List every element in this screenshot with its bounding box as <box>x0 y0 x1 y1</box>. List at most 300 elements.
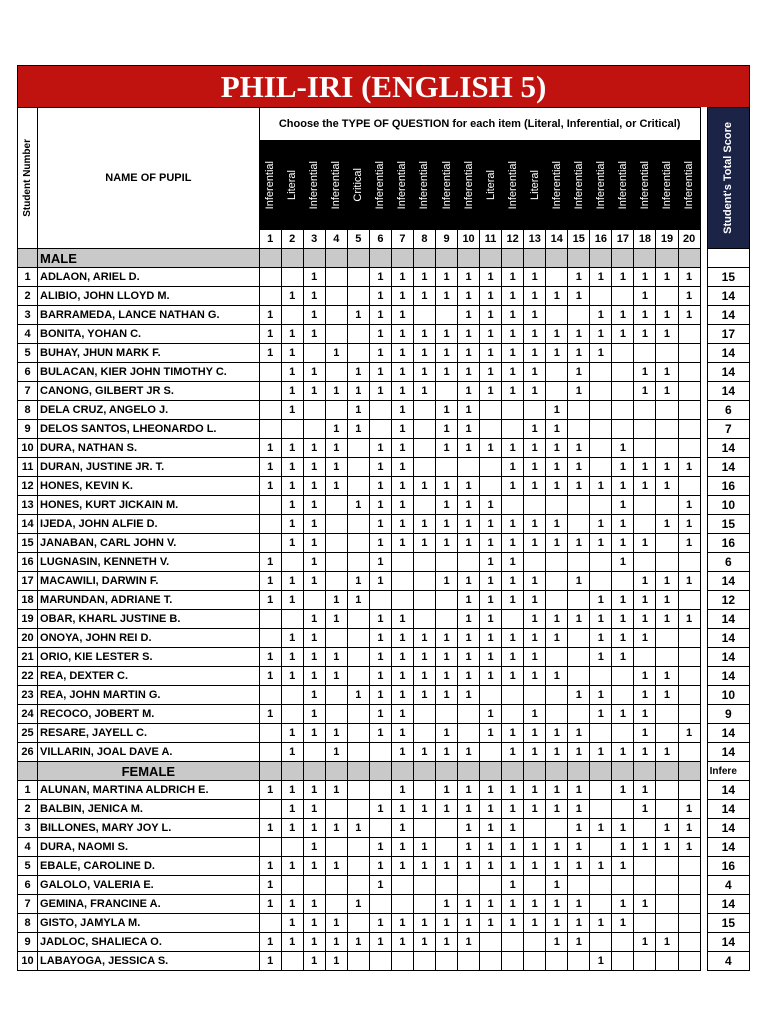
item-score-cell[interactable] <box>436 553 458 572</box>
item-score-cell[interactable] <box>391 895 413 914</box>
item-score-cell[interactable]: 1 <box>524 591 546 610</box>
item-score-cell[interactable]: 1 <box>259 667 281 686</box>
item-score-cell[interactable]: 1 <box>259 895 281 914</box>
item-score-cell[interactable]: 1 <box>546 458 568 477</box>
item-score-cell[interactable] <box>369 743 391 762</box>
item-score-cell[interactable]: 1 <box>347 895 369 914</box>
item-score-cell[interactable]: 1 <box>458 401 480 420</box>
item-score-cell[interactable]: 1 <box>502 591 524 610</box>
item-score-cell[interactable]: 1 <box>347 819 369 838</box>
item-score-cell[interactable]: 1 <box>369 705 391 724</box>
item-score-cell[interactable] <box>391 591 413 610</box>
item-score-cell[interactable] <box>634 515 656 534</box>
item-score-cell[interactable]: 1 <box>524 857 546 876</box>
item-score-cell[interactable] <box>568 401 590 420</box>
item-score-cell[interactable]: 1 <box>480 325 502 344</box>
item-score-cell[interactable]: 1 <box>303 933 325 952</box>
item-score-cell[interactable] <box>524 933 546 952</box>
item-score-cell[interactable]: 1 <box>590 515 612 534</box>
item-score-cell[interactable] <box>369 401 391 420</box>
item-score-cell[interactable]: 1 <box>480 496 502 515</box>
item-score-cell[interactable]: 1 <box>325 952 347 971</box>
item-score-cell[interactable]: 1 <box>369 515 391 534</box>
question-type-cell[interactable] <box>458 141 480 230</box>
item-score-cell[interactable]: 1 <box>281 629 303 648</box>
item-score-cell[interactable]: 1 <box>524 724 546 743</box>
item-score-cell[interactable]: 1 <box>391 268 413 287</box>
item-score-cell[interactable] <box>502 420 524 439</box>
item-score-cell[interactable]: 1 <box>546 838 568 857</box>
item-score-cell[interactable]: 1 <box>281 781 303 800</box>
question-type-cell[interactable] <box>524 141 546 230</box>
item-score-cell[interactable] <box>347 439 369 458</box>
item-score-cell[interactable]: 1 <box>546 800 568 819</box>
item-score-cell[interactable]: 1 <box>678 572 700 591</box>
item-score-cell[interactable]: 1 <box>524 838 546 857</box>
item-score-cell[interactable]: 1 <box>612 629 634 648</box>
item-score-cell[interactable] <box>568 515 590 534</box>
item-score-cell[interactable] <box>480 743 502 762</box>
item-score-cell[interactable]: 1 <box>436 344 458 363</box>
item-score-cell[interactable]: 1 <box>590 705 612 724</box>
item-score-cell[interactable] <box>612 382 634 401</box>
item-score-cell[interactable]: 1 <box>568 439 590 458</box>
item-score-cell[interactable] <box>546 952 568 971</box>
item-score-cell[interactable]: 1 <box>678 838 700 857</box>
item-score-cell[interactable]: 1 <box>413 268 435 287</box>
item-score-cell[interactable] <box>590 933 612 952</box>
item-score-cell[interactable] <box>678 477 700 496</box>
item-score-cell[interactable]: 1 <box>436 572 458 591</box>
item-score-cell[interactable] <box>524 401 546 420</box>
item-score-cell[interactable] <box>325 705 347 724</box>
question-type-cell[interactable] <box>303 141 325 230</box>
item-score-cell[interactable]: 1 <box>524 781 546 800</box>
item-score-cell[interactable]: 1 <box>590 306 612 325</box>
item-score-cell[interactable]: 1 <box>413 914 435 933</box>
question-type-cell[interactable] <box>391 141 413 230</box>
item-score-cell[interactable]: 1 <box>303 306 325 325</box>
item-score-cell[interactable] <box>369 781 391 800</box>
item-score-cell[interactable] <box>325 401 347 420</box>
item-score-cell[interactable] <box>436 952 458 971</box>
item-score-cell[interactable] <box>612 933 634 952</box>
item-score-cell[interactable]: 1 <box>303 724 325 743</box>
item-score-cell[interactable] <box>259 686 281 705</box>
item-score-cell[interactable] <box>590 401 612 420</box>
item-score-cell[interactable] <box>259 268 281 287</box>
item-score-cell[interactable] <box>656 724 678 743</box>
item-score-cell[interactable]: 1 <box>325 724 347 743</box>
item-score-cell[interactable]: 1 <box>634 743 656 762</box>
item-score-cell[interactable]: 1 <box>303 838 325 857</box>
item-score-cell[interactable] <box>413 401 435 420</box>
item-score-cell[interactable] <box>281 952 303 971</box>
item-score-cell[interactable] <box>347 648 369 667</box>
item-score-cell[interactable]: 1 <box>391 420 413 439</box>
item-score-cell[interactable] <box>656 420 678 439</box>
item-score-cell[interactable]: 1 <box>590 325 612 344</box>
item-score-cell[interactable]: 1 <box>480 591 502 610</box>
item-score-cell[interactable] <box>590 439 612 458</box>
item-score-cell[interactable]: 1 <box>656 325 678 344</box>
item-score-cell[interactable]: 1 <box>612 781 634 800</box>
item-score-cell[interactable]: 1 <box>480 648 502 667</box>
item-score-cell[interactable]: 1 <box>524 439 546 458</box>
item-score-cell[interactable] <box>568 591 590 610</box>
item-score-cell[interactable]: 1 <box>634 572 656 591</box>
item-score-cell[interactable] <box>303 591 325 610</box>
item-score-cell[interactable]: 1 <box>678 800 700 819</box>
item-score-cell[interactable] <box>413 458 435 477</box>
item-score-cell[interactable]: 1 <box>281 667 303 686</box>
item-score-cell[interactable] <box>656 629 678 648</box>
item-score-cell[interactable]: 1 <box>480 705 502 724</box>
item-score-cell[interactable] <box>634 819 656 838</box>
item-score-cell[interactable]: 1 <box>347 572 369 591</box>
item-score-cell[interactable]: 1 <box>480 800 502 819</box>
item-score-cell[interactable]: 1 <box>369 553 391 572</box>
item-score-cell[interactable]: 1 <box>656 477 678 496</box>
item-score-cell[interactable]: 1 <box>281 496 303 515</box>
item-score-cell[interactable]: 1 <box>413 344 435 363</box>
item-score-cell[interactable] <box>325 287 347 306</box>
item-score-cell[interactable]: 1 <box>391 363 413 382</box>
item-score-cell[interactable] <box>568 496 590 515</box>
item-score-cell[interactable] <box>259 629 281 648</box>
item-score-cell[interactable]: 1 <box>458 800 480 819</box>
item-score-cell[interactable]: 1 <box>413 534 435 553</box>
item-score-cell[interactable]: 1 <box>259 458 281 477</box>
item-score-cell[interactable] <box>347 667 369 686</box>
item-score-cell[interactable]: 1 <box>612 914 634 933</box>
item-score-cell[interactable]: 1 <box>568 914 590 933</box>
item-score-cell[interactable] <box>678 952 700 971</box>
item-score-cell[interactable]: 1 <box>369 800 391 819</box>
item-score-cell[interactable]: 1 <box>458 496 480 515</box>
item-score-cell[interactable]: 1 <box>568 610 590 629</box>
item-score-cell[interactable] <box>590 667 612 686</box>
item-score-cell[interactable] <box>568 667 590 686</box>
item-score-cell[interactable]: 1 <box>678 306 700 325</box>
item-score-cell[interactable]: 1 <box>612 458 634 477</box>
item-score-cell[interactable]: 1 <box>369 306 391 325</box>
item-score-cell[interactable]: 1 <box>391 344 413 363</box>
item-score-cell[interactable] <box>590 363 612 382</box>
item-score-cell[interactable]: 1 <box>413 629 435 648</box>
item-score-cell[interactable]: 1 <box>546 876 568 895</box>
item-score-cell[interactable]: 1 <box>524 306 546 325</box>
item-score-cell[interactable]: 1 <box>502 914 524 933</box>
item-score-cell[interactable]: 1 <box>303 667 325 686</box>
item-score-cell[interactable] <box>480 401 502 420</box>
item-score-cell[interactable] <box>347 477 369 496</box>
item-score-cell[interactable]: 1 <box>524 458 546 477</box>
item-score-cell[interactable]: 1 <box>634 667 656 686</box>
item-score-cell[interactable]: 1 <box>347 420 369 439</box>
item-score-cell[interactable]: 1 <box>436 895 458 914</box>
item-score-cell[interactable]: 1 <box>480 382 502 401</box>
item-score-cell[interactable]: 1 <box>678 458 700 477</box>
item-score-cell[interactable]: 1 <box>612 306 634 325</box>
item-score-cell[interactable]: 1 <box>502 648 524 667</box>
item-score-cell[interactable] <box>502 686 524 705</box>
item-score-cell[interactable] <box>325 800 347 819</box>
item-score-cell[interactable] <box>590 895 612 914</box>
item-score-cell[interactable] <box>656 401 678 420</box>
item-score-cell[interactable] <box>303 420 325 439</box>
item-score-cell[interactable]: 1 <box>347 496 369 515</box>
item-score-cell[interactable]: 1 <box>436 781 458 800</box>
item-score-cell[interactable]: 1 <box>259 952 281 971</box>
item-score-cell[interactable]: 1 <box>325 439 347 458</box>
item-score-cell[interactable]: 1 <box>458 838 480 857</box>
item-score-cell[interactable]: 1 <box>303 705 325 724</box>
item-score-cell[interactable] <box>458 876 480 895</box>
item-score-cell[interactable]: 1 <box>325 458 347 477</box>
item-score-cell[interactable] <box>612 401 634 420</box>
item-score-cell[interactable]: 1 <box>413 933 435 952</box>
item-score-cell[interactable]: 1 <box>436 743 458 762</box>
item-score-cell[interactable] <box>678 553 700 572</box>
item-score-cell[interactable] <box>480 686 502 705</box>
item-score-cell[interactable]: 1 <box>458 325 480 344</box>
item-score-cell[interactable] <box>347 857 369 876</box>
item-score-cell[interactable] <box>524 686 546 705</box>
item-score-cell[interactable]: 1 <box>413 287 435 306</box>
item-score-cell[interactable] <box>347 800 369 819</box>
item-score-cell[interactable] <box>303 876 325 895</box>
item-score-cell[interactable] <box>413 876 435 895</box>
item-score-cell[interactable]: 1 <box>436 439 458 458</box>
item-score-cell[interactable] <box>656 857 678 876</box>
item-score-cell[interactable]: 1 <box>391 743 413 762</box>
item-score-cell[interactable]: 1 <box>259 439 281 458</box>
item-score-cell[interactable]: 1 <box>325 610 347 629</box>
item-score-cell[interactable] <box>347 287 369 306</box>
item-score-cell[interactable]: 1 <box>634 306 656 325</box>
item-score-cell[interactable] <box>259 914 281 933</box>
item-score-cell[interactable]: 1 <box>391 648 413 667</box>
item-score-cell[interactable]: 1 <box>259 819 281 838</box>
item-score-cell[interactable]: 1 <box>436 648 458 667</box>
item-score-cell[interactable] <box>391 572 413 591</box>
item-score-cell[interactable]: 1 <box>303 477 325 496</box>
question-type-cell[interactable] <box>413 141 435 230</box>
item-score-cell[interactable] <box>413 781 435 800</box>
item-score-cell[interactable]: 1 <box>303 287 325 306</box>
item-score-cell[interactable]: 1 <box>413 743 435 762</box>
item-score-cell[interactable]: 1 <box>303 686 325 705</box>
item-score-cell[interactable]: 1 <box>281 363 303 382</box>
item-score-cell[interactable]: 1 <box>325 382 347 401</box>
item-score-cell[interactable]: 1 <box>259 933 281 952</box>
item-score-cell[interactable]: 1 <box>303 439 325 458</box>
item-score-cell[interactable]: 1 <box>590 819 612 838</box>
item-score-cell[interactable]: 1 <box>391 610 413 629</box>
item-score-cell[interactable] <box>413 496 435 515</box>
item-score-cell[interactable]: 1 <box>458 933 480 952</box>
item-score-cell[interactable]: 1 <box>678 268 700 287</box>
item-score-cell[interactable]: 1 <box>634 591 656 610</box>
item-score-cell[interactable] <box>524 952 546 971</box>
item-score-cell[interactable] <box>413 610 435 629</box>
item-score-cell[interactable]: 1 <box>524 382 546 401</box>
item-score-cell[interactable]: 1 <box>568 572 590 591</box>
item-score-cell[interactable]: 1 <box>369 914 391 933</box>
question-type-cell[interactable] <box>590 141 612 230</box>
item-score-cell[interactable]: 1 <box>281 743 303 762</box>
item-score-cell[interactable] <box>590 724 612 743</box>
item-score-cell[interactable] <box>436 610 458 629</box>
item-score-cell[interactable]: 1 <box>303 325 325 344</box>
item-score-cell[interactable]: 1 <box>612 838 634 857</box>
item-score-cell[interactable]: 1 <box>369 496 391 515</box>
item-score-cell[interactable]: 1 <box>546 610 568 629</box>
item-score-cell[interactable] <box>678 591 700 610</box>
item-score-cell[interactable] <box>634 496 656 515</box>
item-score-cell[interactable] <box>546 553 568 572</box>
item-score-cell[interactable] <box>546 306 568 325</box>
item-score-cell[interactable]: 1 <box>502 572 524 591</box>
item-score-cell[interactable]: 1 <box>568 819 590 838</box>
item-score-cell[interactable] <box>634 952 656 971</box>
item-score-cell[interactable]: 1 <box>568 781 590 800</box>
item-score-cell[interactable]: 1 <box>480 610 502 629</box>
item-score-cell[interactable] <box>656 800 678 819</box>
item-score-cell[interactable]: 1 <box>480 363 502 382</box>
item-score-cell[interactable]: 1 <box>458 439 480 458</box>
question-type-cell[interactable] <box>480 141 502 230</box>
item-score-cell[interactable]: 1 <box>391 382 413 401</box>
item-score-cell[interactable] <box>612 686 634 705</box>
item-score-cell[interactable]: 1 <box>259 572 281 591</box>
item-score-cell[interactable]: 1 <box>524 477 546 496</box>
item-score-cell[interactable]: 1 <box>568 268 590 287</box>
item-score-cell[interactable] <box>281 610 303 629</box>
item-score-cell[interactable]: 1 <box>369 933 391 952</box>
item-score-cell[interactable] <box>303 743 325 762</box>
item-score-cell[interactable] <box>656 439 678 458</box>
item-score-cell[interactable]: 1 <box>303 515 325 534</box>
item-score-cell[interactable]: 1 <box>590 743 612 762</box>
item-score-cell[interactable]: 1 <box>524 420 546 439</box>
item-score-cell[interactable] <box>281 553 303 572</box>
item-score-cell[interactable]: 1 <box>546 743 568 762</box>
item-score-cell[interactable]: 1 <box>568 534 590 553</box>
item-score-cell[interactable] <box>678 781 700 800</box>
item-score-cell[interactable]: 1 <box>259 648 281 667</box>
item-score-cell[interactable] <box>325 515 347 534</box>
item-score-cell[interactable]: 1 <box>391 477 413 496</box>
item-score-cell[interactable]: 1 <box>612 439 634 458</box>
item-score-cell[interactable] <box>259 610 281 629</box>
item-score-cell[interactable]: 1 <box>325 420 347 439</box>
item-score-cell[interactable] <box>325 553 347 572</box>
item-score-cell[interactable] <box>325 686 347 705</box>
item-score-cell[interactable]: 1 <box>458 534 480 553</box>
item-score-cell[interactable] <box>590 458 612 477</box>
item-score-cell[interactable]: 1 <box>259 306 281 325</box>
item-score-cell[interactable] <box>369 591 391 610</box>
item-score-cell[interactable]: 1 <box>590 344 612 363</box>
item-score-cell[interactable]: 1 <box>347 686 369 705</box>
item-score-cell[interactable] <box>656 287 678 306</box>
item-score-cell[interactable] <box>347 344 369 363</box>
question-type-cell[interactable] <box>259 141 281 230</box>
item-score-cell[interactable]: 1 <box>480 268 502 287</box>
item-score-cell[interactable]: 1 <box>391 325 413 344</box>
item-score-cell[interactable]: 1 <box>347 933 369 952</box>
item-score-cell[interactable]: 1 <box>656 306 678 325</box>
item-score-cell[interactable]: 1 <box>612 534 634 553</box>
item-score-cell[interactable]: 1 <box>546 401 568 420</box>
item-score-cell[interactable] <box>502 401 524 420</box>
question-type-cell[interactable] <box>678 141 700 230</box>
item-score-cell[interactable] <box>568 420 590 439</box>
item-score-cell[interactable]: 1 <box>436 268 458 287</box>
item-score-cell[interactable] <box>678 743 700 762</box>
item-score-cell[interactable]: 1 <box>259 705 281 724</box>
item-score-cell[interactable]: 1 <box>281 287 303 306</box>
question-type-cell[interactable] <box>546 141 568 230</box>
item-score-cell[interactable]: 1 <box>413 800 435 819</box>
item-score-cell[interactable]: 1 <box>281 572 303 591</box>
item-score-cell[interactable]: 1 <box>369 458 391 477</box>
item-score-cell[interactable]: 1 <box>281 914 303 933</box>
item-score-cell[interactable]: 1 <box>634 382 656 401</box>
item-score-cell[interactable] <box>612 800 634 819</box>
item-score-cell[interactable]: 1 <box>391 838 413 857</box>
item-score-cell[interactable]: 1 <box>281 724 303 743</box>
item-score-cell[interactable] <box>612 667 634 686</box>
item-score-cell[interactable] <box>612 724 634 743</box>
item-score-cell[interactable]: 1 <box>281 515 303 534</box>
question-type-cell[interactable] <box>656 141 678 230</box>
question-type-cell[interactable] <box>347 141 369 230</box>
item-score-cell[interactable]: 1 <box>634 705 656 724</box>
item-score-cell[interactable]: 1 <box>303 629 325 648</box>
item-score-cell[interactable]: 1 <box>281 591 303 610</box>
item-score-cell[interactable]: 1 <box>480 857 502 876</box>
item-score-cell[interactable]: 1 <box>436 686 458 705</box>
item-score-cell[interactable] <box>436 838 458 857</box>
item-score-cell[interactable] <box>656 952 678 971</box>
item-score-cell[interactable]: 1 <box>480 553 502 572</box>
item-score-cell[interactable]: 1 <box>480 439 502 458</box>
item-score-cell[interactable]: 1 <box>612 743 634 762</box>
item-score-cell[interactable] <box>480 477 502 496</box>
item-score-cell[interactable]: 1 <box>259 553 281 572</box>
item-score-cell[interactable]: 1 <box>458 629 480 648</box>
item-score-cell[interactable] <box>480 952 502 971</box>
item-score-cell[interactable] <box>524 553 546 572</box>
item-score-cell[interactable]: 1 <box>458 648 480 667</box>
item-score-cell[interactable]: 1 <box>303 363 325 382</box>
item-score-cell[interactable]: 1 <box>590 648 612 667</box>
item-score-cell[interactable] <box>413 952 435 971</box>
item-score-cell[interactable]: 1 <box>281 534 303 553</box>
item-score-cell[interactable] <box>634 439 656 458</box>
item-score-cell[interactable] <box>590 382 612 401</box>
item-score-cell[interactable] <box>458 553 480 572</box>
item-score-cell[interactable]: 1 <box>303 857 325 876</box>
item-score-cell[interactable]: 1 <box>369 667 391 686</box>
item-score-cell[interactable]: 1 <box>634 724 656 743</box>
item-score-cell[interactable]: 1 <box>391 819 413 838</box>
item-score-cell[interactable]: 1 <box>413 667 435 686</box>
item-score-cell[interactable] <box>413 819 435 838</box>
